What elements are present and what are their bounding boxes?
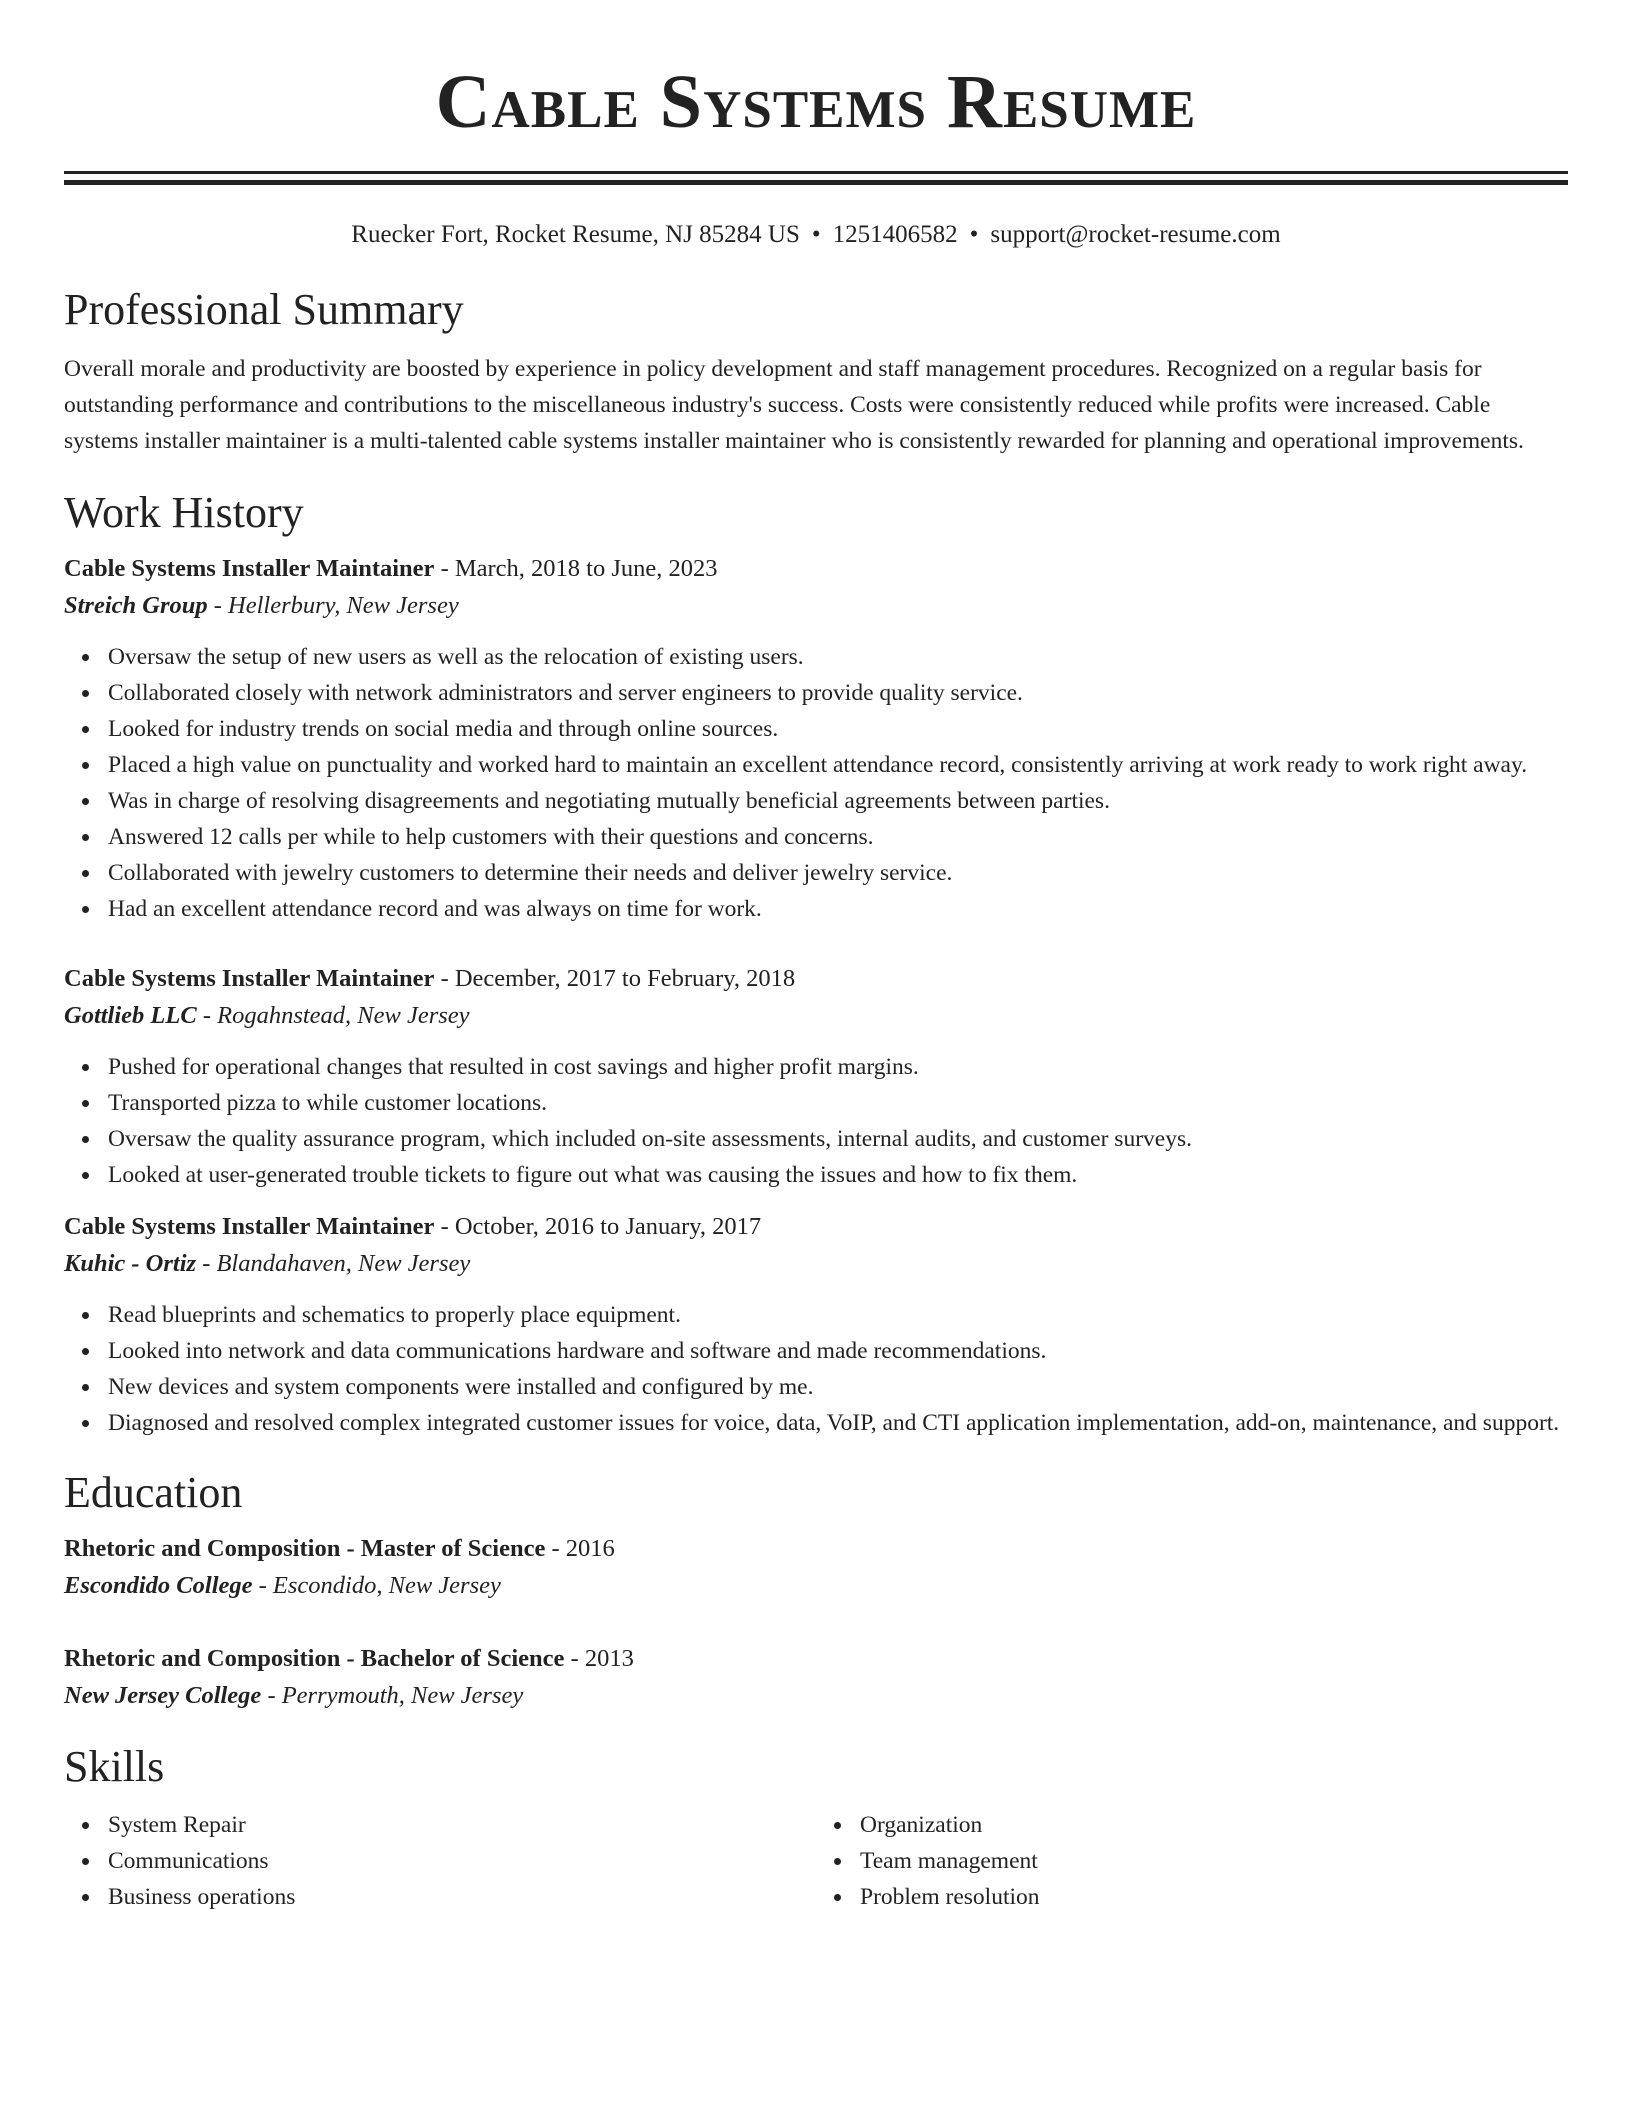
list-item: Read blueprints and schematics to properly place equipment. (108, 1297, 1568, 1333)
job-company-line (64, 997, 1568, 1035)
list-item: Oversaw the quality assurance program, which included on-site assessments, internal audits, and customer surveys. (108, 1121, 1568, 1157)
degree-line (64, 1641, 1568, 1677)
job-location: - Blandahaven, New Jersey (196, 1250, 471, 1277)
list-item: Team management (860, 1843, 1568, 1879)
school: Escondido College (64, 1572, 253, 1599)
summary-heading: Professional Summary (64, 285, 464, 334)
skills-heading: Skills (64, 1742, 165, 1791)
education-heading: Education (64, 1468, 243, 1517)
contact-separator: • (811, 221, 821, 248)
school-line (64, 1567, 1568, 1605)
skills-column-left (64, 1807, 816, 1915)
skills-column-right (816, 1807, 1568, 1915)
school: New Jersey College (64, 1682, 262, 1709)
list-item: Looked for industry trends on social media and through online sources. (108, 711, 1568, 747)
contact-line (64, 219, 1568, 251)
job-dates: - October, 2016 to January, 2017 (434, 1213, 762, 1240)
school-line (64, 1677, 1568, 1715)
list-item: Collaborated closely with network administrators and server engineers to provide quality service. (108, 675, 1568, 711)
contact-separator: • (969, 221, 979, 248)
degree-line (64, 1531, 1568, 1567)
list-item: System Repair (108, 1807, 816, 1843)
education-entry (64, 1531, 1568, 1605)
job-entry (64, 1209, 1568, 1441)
contact-email: support@rocket-resume.com (990, 221, 1281, 248)
list-item: Organization (860, 1807, 1568, 1843)
job-location: - Hellerbury, New Jersey (207, 592, 459, 619)
job-title: Cable Systems Installer Maintainer (64, 555, 435, 582)
list-item: Collaborated with jewelry customers to determine their needs and deliver jewelry service. (108, 855, 1568, 891)
job-location: - Rogahnstead, New Jersey (196, 1002, 470, 1029)
list-item: Pushed for operational changes that resulted in cost savings and higher profit margins. (108, 1049, 1568, 1085)
degree-year: - 2016 (545, 1535, 615, 1562)
list-item: Transported pizza to while customer locations. (108, 1085, 1568, 1121)
list-item: Answered 12 calls per while to help customers with their questions and concerns. (108, 819, 1568, 855)
job-bullets (64, 1049, 1568, 1193)
list-item: Was in charge of resolving disagreements and negotiating mutually beneficial agreements between parties. (108, 783, 1568, 819)
job-title-line (64, 961, 1568, 997)
skills-list (64, 1807, 1568, 1915)
work-history-heading: Work History (64, 488, 304, 537)
job-company: Streich Group (64, 592, 208, 619)
school-location: - Perrymouth, New Jersey (261, 1682, 524, 1709)
degree-year: - 2013 (564, 1645, 634, 1672)
list-item: Diagnosed and resolved complex integrated customer issues for voice, data, VoIP, and CTI application implementation, add-on, maintenance, and support. (108, 1405, 1568, 1441)
list-item: New devices and system components were installed and configured by me. (108, 1369, 1568, 1405)
job-title-line (64, 1209, 1568, 1245)
education-entry (64, 1641, 1568, 1715)
job-company: Gottlieb LLC (64, 1002, 197, 1029)
job-title-line (64, 551, 1568, 587)
job-company-line (64, 1245, 1568, 1283)
list-item: Looked into network and data communications hardware and software and made recommendations. (108, 1333, 1568, 1369)
job-company-line (64, 587, 1568, 625)
list-item: Looked at user-generated trouble tickets to figure out what was causing the issues and how to fix them. (108, 1157, 1568, 1193)
job-dates: - December, 2017 to February, 2018 (434, 965, 796, 992)
list-item: Problem resolution (860, 1879, 1568, 1915)
job-bullets (64, 639, 1568, 927)
degree: Rhetoric and Composition - Master of Science (64, 1535, 546, 1562)
list-item: Communications (108, 1843, 816, 1879)
job-bullets (64, 1297, 1568, 1441)
list-item: Business operations (108, 1879, 816, 1915)
resume-title: Cable Systems Resume (435, 60, 1197, 144)
job-title: Cable Systems Installer Maintainer (64, 1213, 435, 1240)
title-rule-top (64, 171, 1568, 174)
summary-text: Overall morale and productivity are boosted by experience in policy development and staff management procedures. Recognized on a regular basis for outstanding performance and contributions to the miscellaneous industry's success. Costs were consistently reduced while profits were increased. Cable systems installer maintainer is a multi-talented cable systems installer maintainer who is consistently rewarded for planning and operational improvements. (64, 356, 1524, 454)
job-company: Kuhic - Ortiz (64, 1250, 197, 1277)
job-title: Cable Systems Installer Maintainer (64, 965, 435, 992)
job-entry (64, 551, 1568, 927)
skills-bullets (64, 1807, 816, 1915)
skills-bullets (816, 1807, 1568, 1915)
contact-address: Ruecker Fort, Rocket Resume, NJ 85284 US (351, 221, 800, 248)
list-item: Had an excellent attendance record and was always on time for work. (108, 891, 1568, 927)
job-dates: - March, 2018 to June, 2023 (434, 555, 718, 582)
list-item: Placed a high value on punctuality and worked hard to maintain an excellent attendance record, consistently arriving at work ready to work right away. (108, 747, 1568, 783)
job-entry (64, 961, 1568, 1193)
degree: Rhetoric and Composition - Bachelor of Science (64, 1645, 565, 1672)
list-item: Oversaw the setup of new users as well as the relocation of existing users. (108, 639, 1568, 675)
school-location: - Escondido, New Jersey (252, 1572, 501, 1599)
title-rule-bottom (64, 180, 1568, 185)
contact-phone: 1251406582 (832, 221, 958, 248)
